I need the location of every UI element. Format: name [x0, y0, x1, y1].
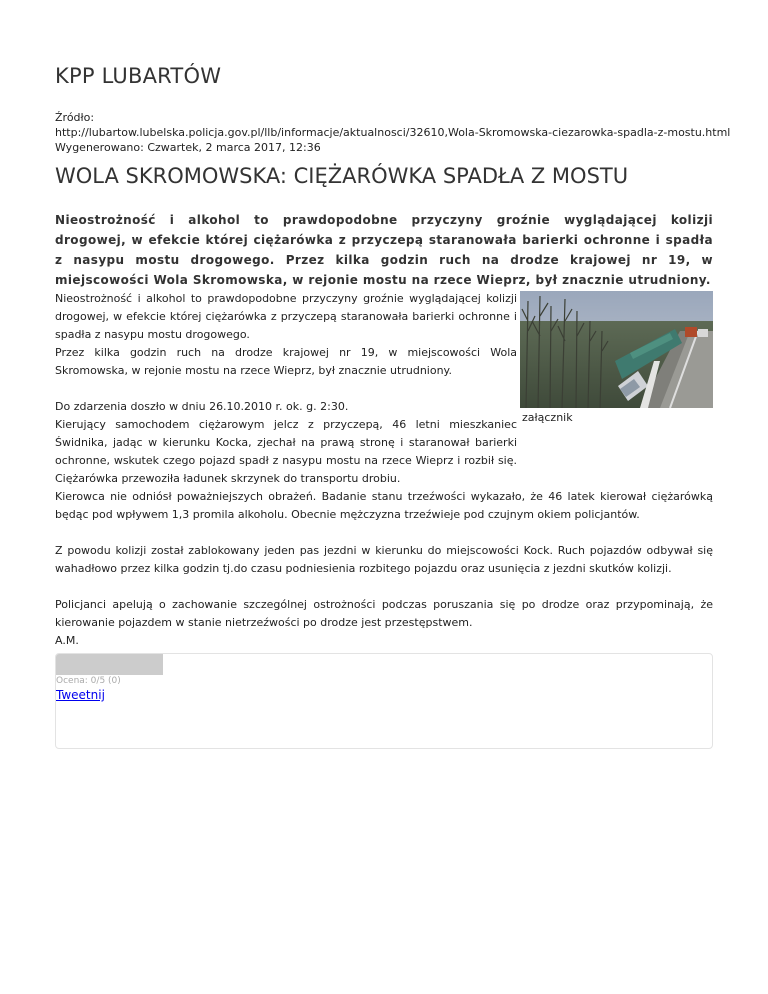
attachment-caption[interactable]: załącznik	[522, 411, 573, 424]
generated-date: Wygenerowano: Czwartek, 2 marca 2017, 12:36	[55, 141, 321, 154]
article-lead: Nieostrożność i alkohol to prawdopodobne przyczyny groźnie wyglądającej kolizji drogowej, w efekcie której ciężarówka z przyczepą staranowała barierki ochronne i spadła z nasypu mostu drogowego. Przez kilka godzin ruch na drodze krajowej nr 19, w miejscowości Wola Skromowska, w rejonie mostu na rzece Wieprz, był znacznie utrudniony.	[55, 213, 713, 287]
tweet-link[interactable]: Tweetnij	[56, 688, 105, 702]
article-title: WOLA SKROMOWSKA: CIĘŻARÓWKA SPADŁA Z MOSTU	[55, 164, 629, 188]
source-url: http://lubartow.lubelska.policja.gov.pl/llb/informacje/aktualnosci/32610,Wola-Skromowska-ciezarowka-spadla-z-mostu.html	[55, 126, 731, 139]
article-body	[55, 290, 713, 650]
source-label: Źródło:	[55, 111, 95, 124]
rating-widget[interactable]	[56, 654, 163, 675]
paragraph: Kierujący samochodem ciężarowym jelcz z przyczepą, 46 letni mieszkaniec Świdnika, jadąc w kierunku Kocka, zjechał na prawą stronę i staranował barierki ochronne, wskutek czego pojazd spadł z nasypu mostu na rzece Wieprz i rozbił się. Ciężarówka przewoziła ładunek skrzynek do transportu drobiu.	[55, 418, 517, 485]
paragraph: Policjanci apelują o zachowanie szczególnej ostrożności podczas poruszania się po drodze oraz przypominają, że kierowanie pojazdem w stanie nietrzeźwości po drodze jest przestępstwem.	[55, 598, 713, 629]
paragraph: Przez kilka godzin ruch na drodze krajowej nr 19, w miejscowości Wola Skromowska, w rejonie mostu na rzece Wieprz, był znacznie utrudniony.	[55, 346, 517, 377]
paragraph: Nieostrożność i alkohol to prawdopodobne przyczyny groźnie wyglądającej kolizji drogowej, w efekcie której ciężarówka z przyczepą staranowała barierki ochronne i spadła z nasypu mostu drogowego.	[55, 292, 517, 341]
rating-text: Ocena: 0/5 (0)	[56, 676, 121, 686]
social-box	[55, 653, 713, 749]
paragraph: Z powodu kolizji został zablokowany jeden pas jezdni w kierunku do miejscowości Kock. Ruch pojazdów odbywał się wahadłowo przez kilka godzin tj.do czasu podniesienia rozbitego pojazdu oraz usunięcia z jezdni skutków kolizji.	[55, 544, 713, 575]
source-info	[55, 110, 730, 155]
paragraph: Kierowca nie odniósł poważniejszych obrażeń. Badanie stanu trzeźwości wykazało, że 46 latek kierował ciężarówką będąc pod wpływem 1,3 promila alkoholu. Obecnie mężczyzna trzeźwieje pod czujnym okiem policjantów.	[55, 490, 713, 521]
site-title: KPP LUBARTÓW	[55, 64, 222, 88]
signature: A.M.	[55, 634, 79, 647]
paragraph: Do zdarzenia doszło w dniu 26.10.2010 r. ok. g. 2:30.	[55, 400, 349, 413]
